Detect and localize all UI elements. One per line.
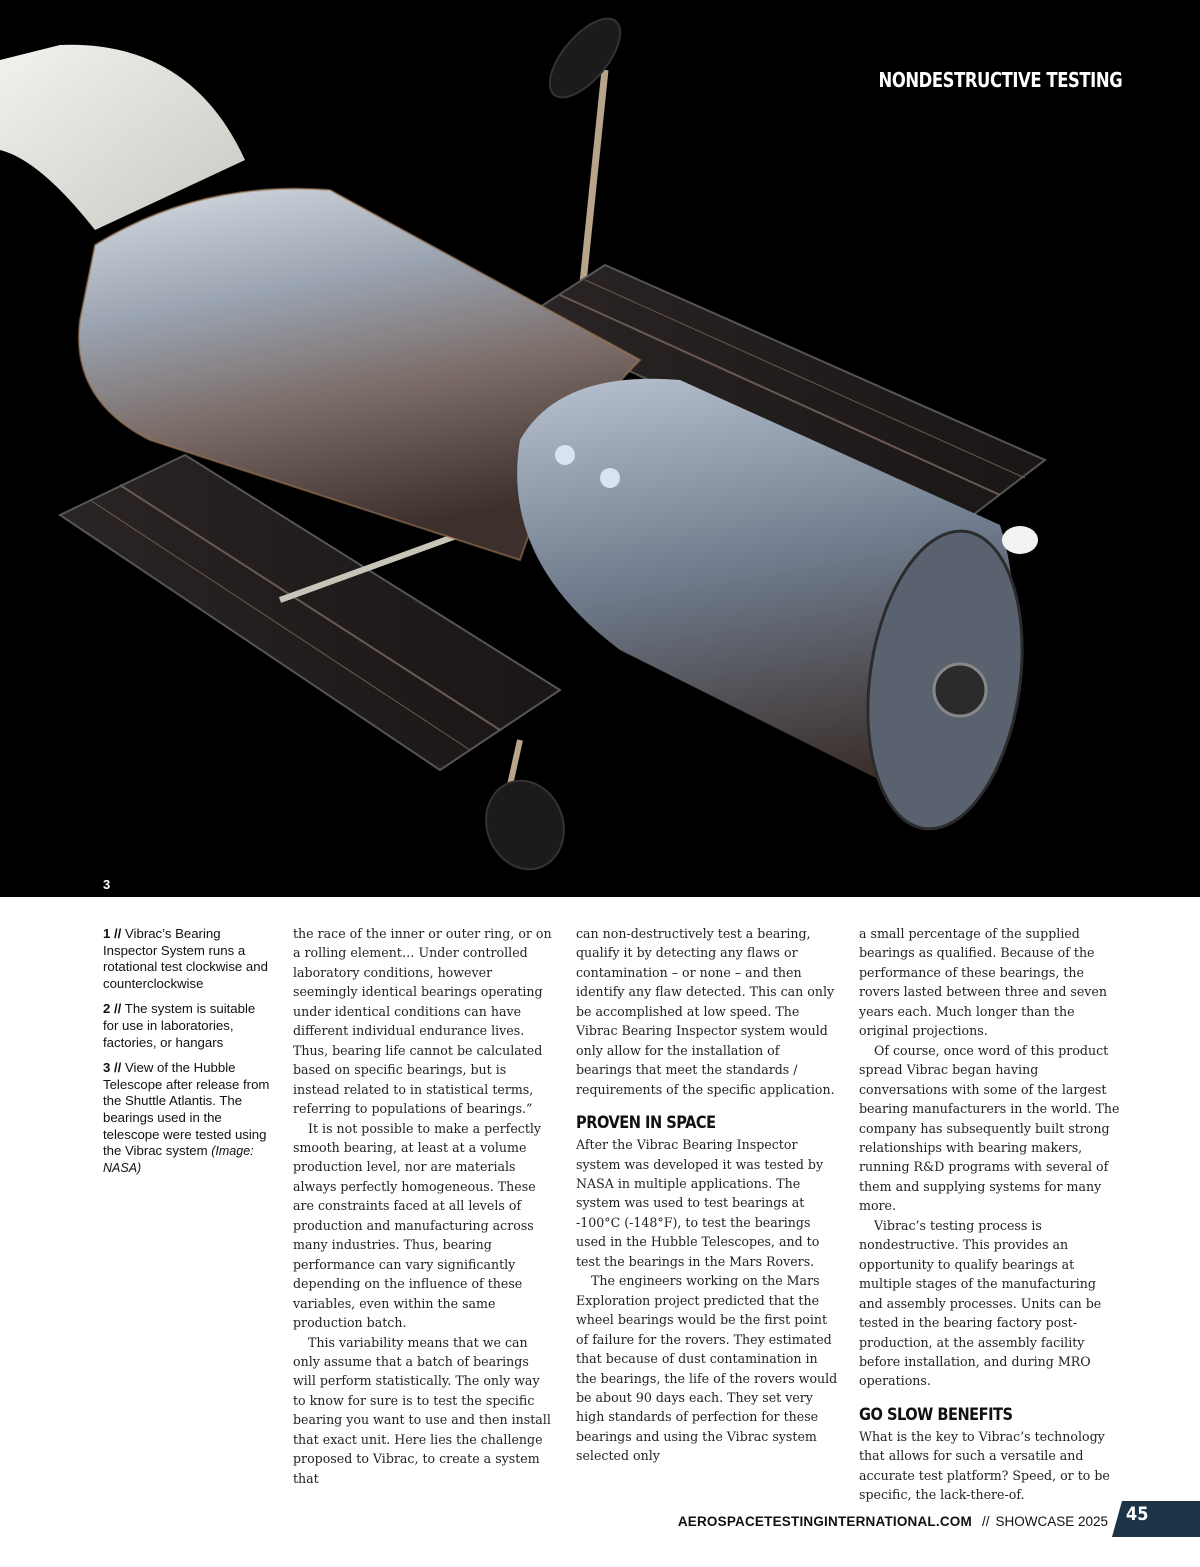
caption-text: Vibrac’s Bearing Inspector System runs a rotational test clockwise and counterclockwise	[103, 926, 268, 991]
section-tag: NONDESTRUCTIVE TESTING	[878, 68, 1122, 92]
subheading-go-slow-benefits: GO SLOW BENEFITS	[859, 1404, 1013, 1425]
paragraph: Vibrac’s testing process is nondestructive. This provides an opportunity to qualify bearings at multiple stages of the manufacturing and assembly processes. Units can be tested in the bearing factory post-production, at the assembly facility before installation, and during MRO operations.	[859, 1217, 1102, 1389]
paragraph: Of course, once word of this product spread Vibrac began having conversations with some of the largest bearing manufacturers in the world. The company has subsequently built strong relationships with bearing makers, running R&D programs with several of them and supplying systems for many more.	[859, 1042, 1120, 1214]
page-number: 45	[1125, 1503, 1149, 1525]
paragraph: After the Vibrac Bearing Inspector system was developed it was tested by NASA in multiple applications. The system was used to test bearings at -100°C (-148°F), to test the bearings used in the Hubble Telescopes, and to test the bearings in the Mars Rovers.	[576, 1137, 824, 1269]
page-footer	[678, 1509, 1108, 1533]
figure-captions	[103, 926, 273, 1185]
antenna-cone	[1002, 526, 1038, 554]
figure-number: 3	[103, 877, 111, 892]
caption-number: 3 //	[103, 1060, 122, 1076]
upper-antenna-dish	[537, 7, 632, 109]
caption-number: 1 //	[103, 926, 122, 941]
paragraph: What is the key to Vibrac’s technology that allows for such a versatile and accurate test platform? Speed, or to be specific, the lack-there-of.	[859, 1428, 1110, 1503]
image-credit: (Image: NASA)	[103, 1144, 254, 1175]
caption-text: The system is suitable for use in laboratories, factories, or hangars	[103, 1001, 256, 1050]
paragraph: It is not possible to make a perfectly smooth bearing, at least at a volume production level, nor are materials always perfectly homogeneous. These are constraints faced at all levels of production and manufacturing across many industries. Thus, bearing performance can vary significantly depending on the influence of these variables, even within the same production batch.	[293, 1120, 542, 1331]
caption-1	[103, 926, 273, 992]
paragraph: This variability means that we can only assume that a batch of bearings will perform statistically. The only way to know for sure is to test the specific bearing you want to use and then install that exact unit. Here lies the challenge proposed to Vibrac, to create a system that	[293, 1334, 551, 1486]
body-column-3	[859, 924, 1121, 1505]
body-column-2	[576, 924, 838, 1466]
subheading-proven-in-space: PROVEN IN SPACE	[576, 1113, 716, 1134]
caption-3	[103, 1060, 273, 1176]
caption-text: View of the Hubble Telescope after release from the Shuttle Atlantis. The bearings used in the telescope were tested using the Vibrac system	[103, 1060, 270, 1159]
caption-2	[103, 1001, 273, 1051]
paragraph: the race of the inner or outer ring, or on a rolling element… Under controlled laboratory conditions, however seemingly identical bearings operating under identical conditions can have different individual endurance lives. Thus, bearing life cannot be calculated based on specific bearings, but is instead related to in statistical terms, referring to populations of bearings.”	[293, 926, 552, 1117]
paragraph: The engineers working on the Mars Exploration project predicted that the wheel bearings would be the first point of failure for the rovers. They estimated that because of dust contamination in the bearings, the life of the rovers would be about 90 days each. They set very high standards of perfection for these bearings and using the Vibrac system selected only	[576, 1273, 838, 1464]
paragraph: a small percentage of the supplied bearings as qualified. Because of the performance of these bearings, the rovers lasted between three and seven years each. Much longer than the original projections.	[859, 926, 1107, 1039]
body-column-1	[293, 924, 555, 1488]
lower-antenna-dish	[474, 770, 576, 881]
issue-label: SHOWCASE 2025	[995, 1513, 1108, 1529]
paragraph: can non-destructively test a bearing, qualify it by detecting any flaws or contamination – or none – and then identify any flaw detected. This can only be accomplished at low speed. The Vibrac Bearing Inspector system would only allow for the installation of bearings that meet the standards / requirements of the specific application.	[576, 926, 835, 1097]
footer-separator: //	[981, 1513, 990, 1529]
caption-number: 2 //	[103, 1001, 122, 1017]
website-link[interactable]: AEROSPACETESTINGINTERNATIONAL.COM	[677, 1513, 972, 1529]
